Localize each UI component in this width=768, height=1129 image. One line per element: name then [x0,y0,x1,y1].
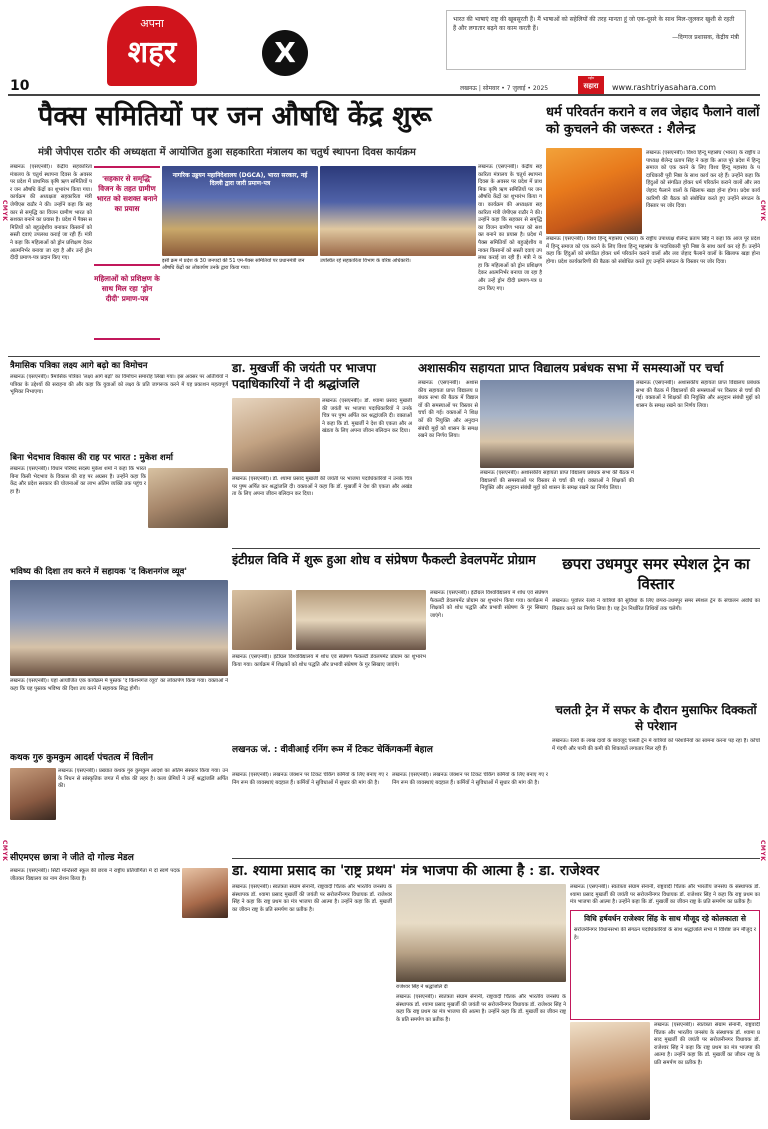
story-body: लखनऊ (एसएनबी)। अशासकीय सहायता प्राप्त विद्यालय प्रबंधक सभा की बैठक में विद्यालयों की समस्याओं पर विस्तार से चर्चा की गई। वक्ताओं ने शिक्षकों की नियुक्ति और अनुदान संबंधी मुद्दों को शासन के समक्ष रखने का निर्णय लिया। [418,380,478,440]
story-headline: कथक गुरु कुमकुम आदर्श पंचतत्व में विलीन [10,753,154,763]
section-rule [8,356,760,357]
photo-caption-2: उपस्थित रहे सहकारिता विभाग के वरिष्ठ अधिकारी। [320,258,411,264]
speaker-photo [148,468,228,528]
x-logo [262,30,308,76]
story-headline-text: अशासकीय सहायता प्राप्त विद्यालय प्रबंधक सभा में समस्याओं पर चर्चा [418,361,724,375]
tribute-photo [396,884,566,982]
story-body: लखनऊ (एसएनबी)। डॉ. श्यामा प्रसाद मुखर्जी की जयंती पर भाजपा पदाधिकारियों ने उनके चित्र पर पुष्प अर्पित कर श्रद्धांजलि दी। वक्ताओं ने कहा कि डॉ. मुखर्जी ने देश की एकता और अखंडता के लिए अपना जीवन बलिदान कर दिया। [322,398,412,435]
portrait-photo [10,768,56,820]
apna-shahar-logo [107,6,197,86]
story-body: लखनऊ (एसएनबी)। विश्व हिन्दू महासंघ (भारत) के राष्ट्रीय उपाध्यक्ष शैलेन्द्र प्रताप सिंह ने कहा कि आज पूरे प्रदेश में हिन्दू समाज को एक करने के लिए विश्व हिन्दू महासंघ के पदाधिकारी पूरी निष्ठा के साथ कार्य कर रहे हैं। उन्होंने कहा कि हिंदुओं को संगठित होकर धर्म परिवर्तन कराने वालों और लव जेहाद फैलाने वालों के खिलाफ खड़ा होना होगा। प्रदेश कार्यकारिणी की बैठक को संबोधित करते हुए उन्होंने संगठन के विस्तार पर जोर दिया। [546,236,760,265]
story-body: लखनऊ (एसएनबी)। लखनऊ जंक्शन पर टिकट चेकिंग कर्मियों के लिए बनाए गए रनिंग रूम की व्यवस्थाएं बदहाल हैं। कर्मियों ने सुविधाओं में सुधार की मांग की है। [232,772,388,786]
story-headline: बिना भेदभाव विकास की राह पर भारत : मुकेश शर्मा [10,453,173,463]
story-headline-text: लखनऊ जं. : वीवीआई रनिंग रूम में टिकट चेकिंगकर्मी बेहाल [232,745,433,755]
story-headline [232,360,412,392]
story-body: लखनऊ (एसएनबी)। इंटीग्रल विश्वविद्यालय में शोध एवं संप्रेषण फैकल्टी डेवलपमेंट प्रोग्राम का शुभारंभ किया गया। कार्यक्रम में शिक्षकों को शोध पद्धति और प्रभावी संप्रेषण के गुर सिखाए जाएंगे। [232,654,426,668]
x-logo-text: X [274,36,296,69]
story-headline-text: धर्म परिवर्तन कराने व लव जेहाद फैलाने वालों को कुचलने की जरूरत : शैलेन्द्र [546,105,760,137]
pull-quote-box [94,166,160,266]
story-headline [552,702,760,734]
quote-author: —दिग्गज प्रशासक, केंद्रीय मंत्री [672,34,739,41]
book-launch-photo [10,580,228,676]
story-headline [232,862,760,880]
tribute-photo [232,398,320,472]
story-headline-text: डा. मुखर्जी की जयंती पर भाजपा पदाधिकारियों ने दी श्रद्धांजलि [232,361,376,391]
story-headline: पैक्स समितियों पर जन औषधि केंद्र शुरू [38,101,432,132]
logo-main: शहर [127,35,177,70]
pull-quote: 'सहकार से समृद्धि' विजन के तहत ग्रामीण भारत को सशक्त बनाने का प्रयास [96,174,158,213]
sahara-logo-top: राष्ट्रीय [587,76,595,80]
story-body: लखनऊ (एसएनबी)। विधान परिषद सदस्य मुकेश शर्मा ने कहा कि भारत बिना किसी भेदभाव के विकास की राह पर अग्रसर है। उन्होंने कहा कि केंद्र और प्रदेश सरकार की योजनाओं का लाभ अंतिम व्यक्ति तक पहुंच रहा है। [10,466,146,495]
story-headline-text: छपरा उधमपुर समर स्पेशल ट्रेन का विस्तार [562,555,750,593]
story-body: लखनऊ (एसएनबी)। त्रैमासिक पत्रिका 'लक्ष्य आगे बढ़ो' का विमोचन समारोह लिखा गया। इस अवसर पर अतिथियों ने पत्रिका के उद्देश्यों की सराहना की और कहा कि युवाओं को लक्ष्य के प्रति जागरूक करने में यह प्रकाशन महत्वपूर्ण भूमिका निभाएगा। [10,374,228,396]
photo-caption: इसी क्रम में प्रदेश के 30 जनपदों की 51 एम-पैक्स समितियों पर प्रधानमंत्री जन औषधि केंद्रों का लोकार्पण उनके द्वारा किया गया। [162,258,305,271]
meeting-photo [546,148,642,234]
dateline: लखनऊ | सोमवार • 7 जुलाई • 2025 [460,85,549,92]
ceremony-photo-2 [320,166,476,256]
story-deck: मंत्री जेपीएस राठौर की अध्यक्षता में आयोजित हुआ सहकारिता मंत्रालय का चतुर्थ स्थापना दिवस कार्यक्रम [38,147,416,158]
student-photo [182,868,228,918]
story-body: लखनऊ। पूर्वोत्तर रेलवे ने यात्रियों की सुविधा के लिए छपरा-उधमपुर समर स्पेशल ट्रेन के संचालन अवधि का विस्तार करने का निर्णय लिया है। यह ट्रेन निर्धारित तिथियों तक चलेगी। [552,598,760,612]
website-link[interactable]: www.rashtriyasahara.com [612,83,717,92]
audience-photo [570,1022,650,1120]
program-photo [232,590,292,650]
cmyk-mark: CMYK [1,840,8,862]
sahara-logo-main: सहारा [583,82,599,90]
story-headline-text: इंटीग्रल विवि में शुरू हुआ शोध व संप्रेषण फैकल्टी डेवलपमेंट प्रोग्राम [232,552,536,567]
story-body-cont: लखनऊ (एसएनबी)। केंद्रीय सहकारिता मंत्रालय के चतुर्थ स्थापना दिवस के अवसर पर प्रदेश में प्राथमिक कृषि ऋण समितियों पर जन औषधि केंद्रों का शुभारंभ किया गया। कार्यक्रम की अध्यक्षता सहकारिता मंत्री जेपीएस राठौर ने की। उन्होंने कहा कि सहकार से समृद्धि का विजन ग्रामीण भारत को सशक्त बनाने का प्रयास है। प्रदेश में पैक्स समितियों को बहुउद्देशीय बनाकर किसानों को सस्ती दवाएं उपलब्ध कराई जा रही हैं। मंत्री ने कहा कि महिलाओं को ड्रोन प्रशिक्षण देकर आत्मनिर्भर बनाया जा रहा है और उन्हें ड्रोन दीदी प्रमाण-पत्र प्रदान किए गए। [478,164,542,292]
story-headline [418,360,760,376]
story-body-cont: लखनऊ (एसएनबी)। स्वतंत्रता संग्राम सेनानी, राष्ट्रवादी चिंतक और भारतीय जनसंघ के संस्थापक डॉ. श्यामा प्रसाद मुखर्जी की जयंती पर सरोजनीनगर विधायक डॉ. राजेश्वर सिंह ने कहा कि राष्ट्र प्रथम का मंत्र भाजपा की आत्मा है। उन्होंने कहा कि डॉ. मुखर्जी का जीवन राष्ट्र के प्रति समर्पण का प्रतीक है। [396,994,566,1023]
story-body-side: लखनऊ (एसएनबी)। अशासकीय सहायता प्राप्त विद्यालय प्रबंधक सभा की बैठक में विद्यालयों की समस्याओं पर विस्तार से चर्चा की गई। वक्ताओं ने शिक्षकों की नियुक्ति और अनुदान संबंधी मुद्दों को शासन के समक्ष रखने का निर्णय लिया। [636,380,760,409]
story-headline [546,104,760,138]
story-headline [552,554,760,594]
story-body-side: लखनऊ (एसएनबी)। विश्व हिन्दू महासंघ (भारत) के राष्ट्रीय उपाध्यक्ष शैलेन्द्र प्रताप सिंह ने कहा कि आज पूरे प्रदेश में हिन्दू समाज को एक करने के लिए विश्व हिन्दू महासंघ के पदाधिकारी पूरी निष्ठा के साथ कार्य कर रहे हैं। उन्होंने कहा कि हिंदुओं को संगठित होकर धर्म परिवर्तन कराने वालों और लव जेहाद फैलाने वालों के खिलाफ खड़ा होना होगा। प्रदेश कार्यकारिणी की बैठक को संबोधित करते हुए उन्होंने संगठन के विस्तार पर जोर दिया। [646,150,760,210]
sahara-logo [578,76,604,94]
story-body: लखनऊ (एसएनबी)। स्वतंत्रता संग्राम सेनानी, राष्ट्रवादी चिंतक और भारतीय जनसंघ के संस्थापक डॉ. श्यामा प्रसाद मुखर्जी की जयंती पर सरोजनीनगर विधायक डॉ. राजेश्वर सिंह ने कहा कि राष्ट्र प्रथम का मंत्र भाजपा की आत्मा है। उन्होंने कहा कि डॉ. मुखर्जी का जीवन राष्ट्र के प्रति समर्पण का प्रतीक है। [232,884,392,913]
section-rule [232,548,760,549]
quote-box [446,10,746,70]
story-body: लखनऊ (एसएनबी)। प्रख्यात कथक गुरु कुमकुम आदर्श का अंतिम संस्कार किया गया। उनके निधन से सांस्कृतिक जगत में शोक की लहर है। कला प्रेमियों ने उन्हें श्रद्धांजलि अर्पित की। [58,768,228,790]
pull-quote-box-2 [94,270,160,340]
story-body-end: लखनऊ (एसएनबी)। स्वतंत्रता संग्राम सेनानी, राष्ट्रवादी चिंतक और भारतीय जनसंघ के संस्थापक डॉ. श्यामा प्रसाद मुखर्जी की जयंती पर सरोजनीनगर विधायक डॉ. राजेश्वर सिंह ने कहा कि राष्ट्र प्रथम का मंत्र भाजपा की आत्मा है। उन्होंने कहा कि डॉ. मुखर्जी का जीवन राष्ट्र के प्रति समर्पण का प्रतीक है। [654,1022,760,1066]
cmyk-mark: CMYK [759,200,766,222]
box-headline: विधि हर्षवर्धन राजेश्वर सिंह के साथ मौजूद रहे कोलकाता से [584,914,746,923]
meeting-photo [480,380,634,468]
story-body-cont: लखनऊ (एसएनबी)। अशासकीय सहायता प्राप्त विद्यालय प्रबंधक सभा की बैठक में विद्यालयों की समस्याओं पर विस्तार से चर्चा की गई। वक्ताओं ने शिक्षकों की नियुक्ति और अनुदान संबंधी मुद्दों को शासन के समक्ष रखने का निर्णय लिया। [480,470,634,492]
story-body-cont: लखनऊ (एसएनबी)। डॉ. श्यामा प्रसाद मुखर्जी की जयंती पर भाजपा पदाधिकारियों ने उनके चित्र पर पुष्प अर्पित कर श्रद्धांजलि दी। वक्ताओं ने कहा कि डॉ. मुखर्जी ने देश की एकता और अखंडता के लिए अपना जीवन बलिदान कर दिया। [232,476,412,498]
story-headline: सीएमएस छात्रा ने जीते दो गोल्ड मेडल [10,853,134,863]
story-headline [232,744,548,756]
story-body: लखनऊ। रेलवे के लाख दावों के बावजूद चलती ट्रेन में यात्रियों को परेशानियों का सामना करना पड़ रहा है। कोचों में गंदगी और पानी की कमी की शिकायतें लगातार मिल रही हैं। [552,738,760,752]
cmyk-mark: CMYK [1,200,8,222]
story-body-side: लखनऊ (एसएनबी)। स्वतंत्रता संग्राम सेनानी, राष्ट्रवादी चिंतक और भारतीय जनसंघ के संस्थापक डॉ. श्यामा प्रसाद मुखर्जी की जयंती पर सरोजनीनगर विधायक डॉ. राजेश्वर सिंह ने कहा कि राष्ट्र प्रथम का मंत्र भाजपा की आत्मा है। उन्होंने कहा कि डॉ. मुखर्जी का जीवन राष्ट्र के प्रति समर्पण का प्रतीक है। [570,884,760,906]
story-body-cont: लखनऊ (एसएनबी)। लखनऊ जंक्शन पर टिकट चेकिंग कर्मियों के लिए बनाए गए रनिंग रूम की व्यवस्थाएं बदहाल हैं। कर्मियों ने सुविधाओं में सुधार की मांग की है। [392,772,548,786]
photo-banner: नागरिक उड्डयन महानिदेशालय (DGCA), भारत सरकार, नई दिल्ली द्वारा जारी प्रमाण-पत्र [172,172,308,187]
story-headline: त्रैमासिक पत्रिका लक्ष्य आगे बढ़ो का विमोचन [10,361,148,371]
photo-caption: राजेश्वर सिंह ने श्रद्धांजलि दी [396,984,448,990]
story-body: लखनऊ (एसएनबी)। सिटी मोन्टेसरी स्कूल की छात्रा ने राष्ट्रीय प्रतियोगिता में दो स्वर्ण पदक जीतकर विद्यालय का नाम रोशन किया है। [10,868,180,882]
cmyk-mark: CMYK [759,840,766,862]
box-body: सरोजनीनगर विधानसभा की संगठन पदाधिकारियों के साथ श्रद्धांजलि सभा में विशिष्ट जन मौजूद रहे। [574,927,756,941]
story-headline-text: चलती ट्रेन में सफर के दौरान मुसाफिर दिक्कतों से परेशान [555,703,757,733]
story-body: लखनऊ (एसएनबी)। केंद्रीय सहकारिता मंत्रालय के चतुर्थ स्थापना दिवस के अवसर पर प्रदेश में प्राथमिक कृषि ऋण समितियों पर जन औषधि केंद्रों का शुभारंभ किया गया। कार्यक्रम की अध्यक्षता सहकारिता मंत्री जेपीएस राठौर ने की। उन्होंने कहा कि सहकार से समृद्धि का विजन ग्रामीण भारत को सशक्त बनाने का प्रयास है। प्रदेश में पैक्स समितियों को बहुउद्देशीय बनाकर किसानों को सस्ती दवाएं उपलब्ध कराई जा रही हैं। मंत्री ने कहा कि महिलाओं को ड्रोन प्रशिक्षण देकर आत्मनिर्भर बनाया जा रहा है और उन्हें ड्रोन दीदी प्रमाण-पत्र प्रदान किए गए। [10,164,92,262]
story-headline [232,552,548,568]
story-body: लखनऊ (एसएनबी)। यहां आयोजित एक कार्यक्रम में पुस्तक 'द किशनगंज व्यूव' का लोकार्पण किया गया। वक्ताओं ने कहा कि यह पुस्तक भविष्य की दिशा तय करने में सहायक सिद्ध होगी। [10,678,228,692]
ceremony-photo [162,166,318,256]
story-headline-text: डा. श्यामा प्रसाद का 'राष्ट्र प्रथम' मंत्र भाजपा की आत्मा है : डा. राजेश्वर [232,863,600,879]
section-rule [232,858,760,859]
logo-top: अपना [140,17,164,30]
masthead-rule [8,94,760,96]
program-photo-2 [296,590,426,650]
story-headline: भविष्य की दिशा तय करने में सहायक 'द किशनगंज व्यूव' [10,567,188,577]
pull-quote-2: महिलाओं को प्रशिक्षण के साथ मिल रहा 'ड्रोन दीदी' प्रमाण-पत्र [94,274,160,303]
quote-text: भारत की भाषाएं राष्ट्र की खूबसूरती हैं। मैं भाषाओं को सहेलियों की तरह मानता हूं जो एक-दूसरे के साथ मिल-जुलकर खुशी से रहती हैं और लगातार बढ़ने का काम करती हैं। [453,16,735,32]
story-body-cont: लखनऊ (एसएनबी)। इंटीग्रल विश्वविद्यालय में शोध एवं संप्रेषण फैकल्टी डेवलपमेंट प्रोग्राम का शुभारंभ किया गया। कार्यक्रम में शिक्षकों को शोध पद्धति और प्रभावी संप्रेषण के गुर सिखाए जाएंगे। [430,590,548,619]
highlight-box [570,910,760,1020]
page-number: 10 [10,78,30,94]
